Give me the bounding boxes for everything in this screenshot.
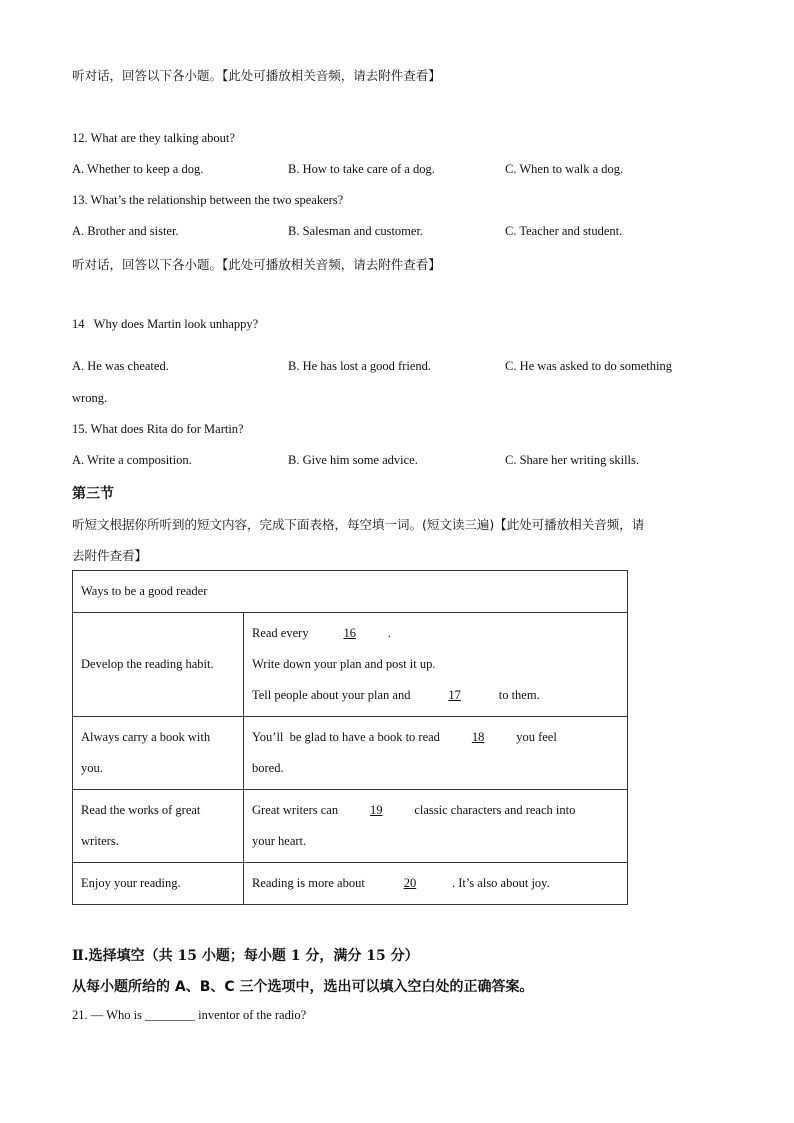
q12-option-a: A. Whether to keep a dog. bbox=[72, 162, 204, 176]
listening-instruction-2: 听对话，回答以下各小题。【此处可播放相关音频，请去附件查看】 bbox=[72, 257, 441, 272]
table-row1-right bbox=[244, 613, 628, 717]
q21-post: inventor of the radio? bbox=[195, 1008, 307, 1022]
question-14: 14 Why does Martin look unhappy? bbox=[72, 317, 259, 331]
table-row2-right bbox=[244, 717, 628, 790]
q15-option-a: A. Write a composition. bbox=[72, 453, 192, 467]
row1-line2: Write down your plan and post it up. bbox=[252, 657, 436, 671]
row3-left-line1: Read the works of great bbox=[81, 803, 201, 817]
q14-option-b: B. He has lost a good friend. bbox=[288, 359, 432, 373]
blank-19: 19 bbox=[369, 803, 383, 817]
q13-option-a: A. Brother and sister. bbox=[72, 224, 179, 238]
section-3-instruction-line2: 去附件查看】 bbox=[72, 548, 148, 563]
q12-option-c: C. When to walk a dog. bbox=[505, 162, 624, 176]
row2-line1-post: you feel bbox=[513, 730, 557, 744]
q15-option-b: B. Give him some advice. bbox=[288, 453, 418, 467]
row2-left-line2: you. bbox=[81, 761, 103, 775]
listening-instruction-1: 听对话，回答以下各小题。【此处可播放相关音频，请去附件查看】 bbox=[72, 68, 441, 83]
table-row1-left: Develop the reading habit. bbox=[73, 613, 244, 717]
table-row3-left bbox=[73, 790, 244, 863]
question-21 bbox=[72, 1008, 306, 1023]
question-13: 13. What’s the relationship between the two speakers? bbox=[72, 193, 344, 207]
question-12: 12. What are they talking about? bbox=[72, 131, 235, 145]
table-row4-left: Enjoy your reading. bbox=[73, 863, 244, 905]
blank-20: 20 bbox=[403, 876, 417, 890]
q14-option-a: A. He was cheated. bbox=[72, 359, 169, 373]
q13-option-c: C. Teacher and student. bbox=[505, 224, 623, 238]
row1-line3-pre: Tell people about your plan and bbox=[252, 688, 414, 702]
row3-left-line2: writers. bbox=[81, 834, 119, 848]
row3-line2: your heart. bbox=[252, 834, 307, 848]
section-3-title: 第三节 bbox=[72, 486, 114, 502]
q15-option-c: C. Share her writing skills. bbox=[505, 453, 640, 467]
row1-line1-pre: Read every bbox=[252, 626, 312, 640]
blank-16: 16 bbox=[343, 626, 356, 640]
row1-line1-post: . bbox=[387, 626, 391, 640]
table-row3-right bbox=[244, 790, 628, 863]
row3-line1-post: classic characters and reach into bbox=[411, 803, 576, 817]
q12-option-b: B. How to take care of a dog. bbox=[288, 162, 435, 176]
q21-blank: ________ bbox=[145, 1008, 196, 1022]
part-2-instruction: 从每小题所给的 A、B、C 三个选项中，选出可以填入空白处的正确答案。 bbox=[72, 979, 534, 995]
table-row4-right bbox=[244, 863, 628, 905]
row4-line1-pre: Reading is more about bbox=[252, 876, 368, 890]
part-2-title: Ⅱ.选择填空（共 15 小题；每小题 1 分，满分 15 分） bbox=[72, 948, 419, 964]
row4-line1-post: . It’s also about joy. bbox=[451, 876, 550, 890]
table-header: Ways to be a good reader bbox=[73, 571, 628, 613]
question-15: 15. What does Rita do for Martin? bbox=[72, 422, 244, 436]
row2-left-line1: Always carry a book with bbox=[81, 730, 211, 744]
section-3-instruction-line1: 听短文根据你所听到的短文内容，完成下面表格，每空填一词。(短文读三遍)【此处可播放相关音频，请 bbox=[72, 517, 645, 532]
table-row2-left bbox=[73, 717, 244, 790]
row1-line3-post: to them. bbox=[495, 688, 540, 702]
row3-line1-pre: Great writers can bbox=[252, 803, 342, 817]
blank-17: 17 bbox=[448, 688, 461, 702]
blank-18: 18 bbox=[471, 730, 485, 744]
q14-option-c: C. He was asked to do something bbox=[505, 359, 672, 373]
reading-table bbox=[72, 570, 628, 905]
row2-line1-pre: You’ll be glad to have a book to read bbox=[252, 730, 444, 744]
q21-pre: 21. — Who is bbox=[72, 1008, 146, 1022]
row2-line2: bored. bbox=[252, 761, 284, 775]
q14-option-c-continued: wrong. bbox=[72, 391, 108, 405]
q13-option-b: B. Salesman and customer. bbox=[288, 224, 424, 238]
